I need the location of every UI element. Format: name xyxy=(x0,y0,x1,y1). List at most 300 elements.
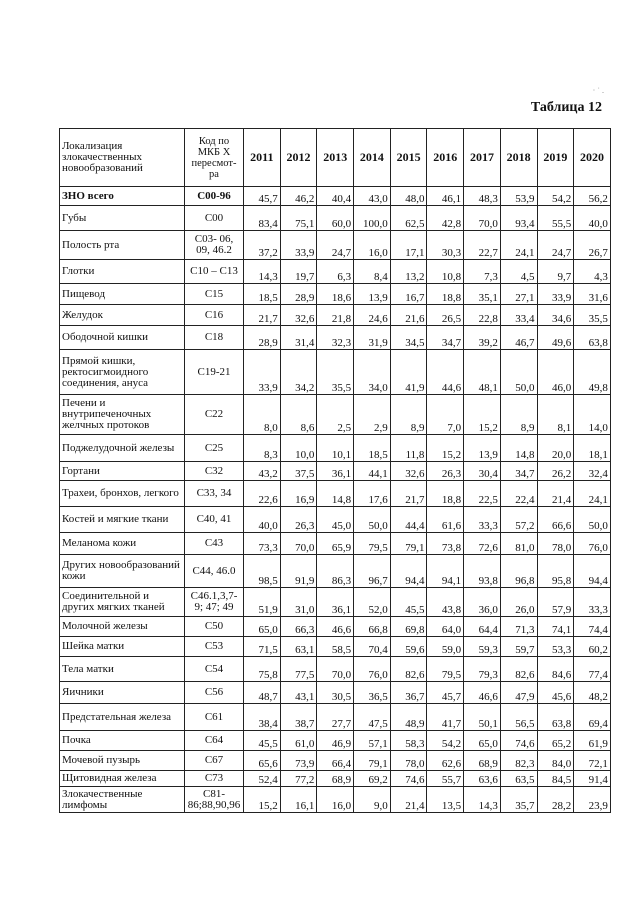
icd-code-cell: С61 xyxy=(185,704,244,731)
table-row xyxy=(60,326,611,350)
value-cell: 63,8 xyxy=(574,326,611,350)
value-cell: 10,0 xyxy=(280,435,317,462)
scan-specks: · ˙ . xyxy=(592,86,604,95)
value-cell: 16,7 xyxy=(390,284,427,305)
value-cell: 48,0 xyxy=(390,187,427,206)
value-cell: 48,1 xyxy=(464,350,501,395)
value-cell: 79,3 xyxy=(464,657,501,682)
value-cell: 83,4 xyxy=(244,206,281,231)
value-cell: 48,3 xyxy=(464,187,501,206)
icd-code-cell: С18 xyxy=(185,326,244,350)
value-cell: 14,3 xyxy=(244,260,281,284)
value-cell: 13,5 xyxy=(427,787,464,813)
value-cell: 16,1 xyxy=(280,787,317,813)
value-cell: 57,1 xyxy=(354,731,391,751)
value-cell: 64,0 xyxy=(427,617,464,637)
value-cell: 52,0 xyxy=(354,588,391,617)
value-cell: 79,1 xyxy=(354,751,391,771)
value-cell: 79,1 xyxy=(390,533,427,555)
value-cell: 8,0 xyxy=(244,395,281,435)
header-year: 2019 xyxy=(537,129,574,187)
value-cell: 94,1 xyxy=(427,555,464,588)
header-icd-code: Код по МКБ X пересмот-ра xyxy=(185,129,244,187)
value-cell: 43,8 xyxy=(427,588,464,617)
value-cell: 2,5 xyxy=(317,395,354,435)
value-cell: 35,5 xyxy=(317,350,354,395)
value-cell: 58,3 xyxy=(390,731,427,751)
value-cell: 40,0 xyxy=(574,206,611,231)
table-row xyxy=(60,771,611,787)
value-cell: 48,2 xyxy=(574,682,611,704)
value-cell: 33,4 xyxy=(500,305,537,326)
icd-code-cell: С33, 34 xyxy=(185,481,244,507)
value-cell: 33,3 xyxy=(574,588,611,617)
value-cell: 50,0 xyxy=(354,507,391,533)
value-cell: 43,2 xyxy=(244,462,281,481)
value-cell: 53,9 xyxy=(500,187,537,206)
value-cell: 58,5 xyxy=(317,637,354,657)
value-cell: 95,8 xyxy=(537,555,574,588)
value-cell: 36,0 xyxy=(464,588,501,617)
value-cell: 59,6 xyxy=(390,637,427,657)
value-cell: 48,7 xyxy=(244,682,281,704)
value-cell: 13,9 xyxy=(354,284,391,305)
value-cell: 22,8 xyxy=(464,305,501,326)
value-cell: 34,0 xyxy=(354,350,391,395)
value-cell: 46,7 xyxy=(500,326,537,350)
value-cell: 77,5 xyxy=(280,657,317,682)
value-cell: 78,0 xyxy=(390,751,427,771)
value-cell: 61,9 xyxy=(574,731,611,751)
localization-cell: Мочевой пузырь xyxy=(60,751,185,771)
table-row xyxy=(60,435,611,462)
localization-cell: Костей и мягкие ткани xyxy=(60,507,185,533)
icd-code-cell: С19-21 xyxy=(185,350,244,395)
value-cell: 63,1 xyxy=(280,637,317,657)
value-cell: 22,5 xyxy=(464,481,501,507)
value-cell: 68,9 xyxy=(317,771,354,787)
value-cell: 14,3 xyxy=(464,787,501,813)
value-cell: 82,3 xyxy=(500,751,537,771)
value-cell: 21,8 xyxy=(317,305,354,326)
value-cell: 31,6 xyxy=(574,284,611,305)
value-cell: 21,6 xyxy=(390,305,427,326)
value-cell: 33,9 xyxy=(244,350,281,395)
value-cell: 98,5 xyxy=(244,555,281,588)
value-cell: 34,6 xyxy=(537,305,574,326)
value-cell: 65,0 xyxy=(464,731,501,751)
value-cell: 33,3 xyxy=(464,507,501,533)
localization-cell: Почка xyxy=(60,731,185,751)
table-row xyxy=(60,206,611,231)
localization-cell: Соединительной и других мягких тканей xyxy=(60,588,185,617)
icd-code-cell: С50 xyxy=(185,617,244,637)
icd-code-cell: С22 xyxy=(185,395,244,435)
table-row xyxy=(60,481,611,507)
table-body xyxy=(60,187,611,813)
value-cell: 26,7 xyxy=(574,231,611,260)
value-cell: 27,1 xyxy=(500,284,537,305)
table-row xyxy=(60,507,611,533)
value-cell: 18,6 xyxy=(317,284,354,305)
value-cell: 6,3 xyxy=(317,260,354,284)
localization-cell: Желудок xyxy=(60,305,185,326)
value-cell: 28,9 xyxy=(280,284,317,305)
value-cell: 69,2 xyxy=(354,771,391,787)
value-cell: 36,5 xyxy=(354,682,391,704)
value-cell: 13,9 xyxy=(464,435,501,462)
localization-cell: Щитовидная железа xyxy=(60,771,185,787)
value-cell: 43,0 xyxy=(354,187,391,206)
value-cell: 9,0 xyxy=(354,787,391,813)
value-cell: 73,9 xyxy=(280,751,317,771)
value-cell: 63,6 xyxy=(464,771,501,787)
icd-code-cell: С46.1,3,7-9; 47; 49 xyxy=(185,588,244,617)
header-year: 2012 xyxy=(280,129,317,187)
value-cell: 74,1 xyxy=(537,617,574,637)
value-cell: 46,1 xyxy=(427,187,464,206)
value-cell: 45,0 xyxy=(317,507,354,533)
header-year: 2017 xyxy=(464,129,501,187)
value-cell: 60,0 xyxy=(317,206,354,231)
value-cell: 50,0 xyxy=(574,507,611,533)
localization-cell: Печени и внутрипеченочных желчных протоков xyxy=(60,395,185,435)
table-caption: Таблица 12 xyxy=(530,100,602,115)
localization-cell: Полость рта xyxy=(60,231,185,260)
value-cell: 32,3 xyxy=(317,326,354,350)
value-cell: 61,0 xyxy=(280,731,317,751)
value-cell: 64,4 xyxy=(464,617,501,637)
localization-cell: Шейка матки xyxy=(60,637,185,657)
value-cell: 79,5 xyxy=(427,657,464,682)
value-cell: 37,2 xyxy=(244,231,281,260)
value-cell: 45,7 xyxy=(427,682,464,704)
table-row xyxy=(60,395,611,435)
table-row xyxy=(60,657,611,682)
value-cell: 70,0 xyxy=(317,657,354,682)
value-cell: 74,6 xyxy=(500,731,537,751)
value-cell: 55,7 xyxy=(427,771,464,787)
value-cell: 50,0 xyxy=(500,350,537,395)
value-cell: 94,4 xyxy=(390,555,427,588)
value-cell: 32,6 xyxy=(280,305,317,326)
value-cell: 28,2 xyxy=(537,787,574,813)
value-cell: 8,4 xyxy=(354,260,391,284)
value-cell: 79,5 xyxy=(354,533,391,555)
icd-code-cell: С00 xyxy=(185,206,244,231)
table-row xyxy=(60,231,611,260)
localization-cell: Других новообразований кожи xyxy=(60,555,185,588)
value-cell: 14,8 xyxy=(317,481,354,507)
value-cell: 21,7 xyxy=(244,305,281,326)
value-cell: 23,9 xyxy=(574,787,611,813)
icd-code-cell: С40, 41 xyxy=(185,507,244,533)
header-year: 2020 xyxy=(574,129,611,187)
icd-code-cell: С44, 46.0 xyxy=(185,555,244,588)
value-cell: 18,8 xyxy=(427,481,464,507)
value-cell: 22,4 xyxy=(500,481,537,507)
value-cell: 15,2 xyxy=(244,787,281,813)
localization-cell: Гортани xyxy=(60,462,185,481)
value-cell: 59,7 xyxy=(500,637,537,657)
value-cell: 60,2 xyxy=(574,637,611,657)
value-cell: 46,6 xyxy=(464,682,501,704)
localization-cell: Злокачественные лимфомы xyxy=(60,787,185,813)
value-cell: 14,8 xyxy=(500,435,537,462)
value-cell: 21,4 xyxy=(390,787,427,813)
icd-code-cell: С53 xyxy=(185,637,244,657)
icd-code-cell: С32 xyxy=(185,462,244,481)
value-cell: 26,3 xyxy=(280,507,317,533)
table-row xyxy=(60,787,611,813)
localization-cell: Яичники xyxy=(60,682,185,704)
localization-cell: Молочной железы xyxy=(60,617,185,637)
value-cell: 17,1 xyxy=(390,231,427,260)
value-cell: 73,3 xyxy=(244,533,281,555)
value-cell: 96,8 xyxy=(500,555,537,588)
localization-cell: Предстательная железа xyxy=(60,704,185,731)
localization-cell: ЗНО всего xyxy=(60,187,185,206)
value-cell: 44,1 xyxy=(354,462,391,481)
value-cell: 35,7 xyxy=(500,787,537,813)
value-cell: 24,7 xyxy=(317,231,354,260)
table-row xyxy=(60,533,611,555)
value-cell: 59,3 xyxy=(464,637,501,657)
value-cell: 45,7 xyxy=(244,187,281,206)
value-cell: 26,3 xyxy=(427,462,464,481)
value-cell: 65,0 xyxy=(244,617,281,637)
value-cell: 76,0 xyxy=(574,533,611,555)
table-row xyxy=(60,682,611,704)
value-cell: 24,6 xyxy=(354,305,391,326)
value-cell: 45,6 xyxy=(537,682,574,704)
value-cell: 33,9 xyxy=(537,284,574,305)
value-cell: 91,9 xyxy=(280,555,317,588)
value-cell: 34,7 xyxy=(500,462,537,481)
header-year: 2011 xyxy=(244,129,281,187)
value-cell: 41,9 xyxy=(390,350,427,395)
value-cell: 26,0 xyxy=(500,588,537,617)
value-cell: 7,0 xyxy=(427,395,464,435)
value-cell: 65,2 xyxy=(537,731,574,751)
value-cell: 27,7 xyxy=(317,704,354,731)
value-cell: 53,3 xyxy=(537,637,574,657)
value-cell: 4,5 xyxy=(500,260,537,284)
value-cell: 84,6 xyxy=(537,657,574,682)
value-cell: 96,7 xyxy=(354,555,391,588)
value-cell: 91,4 xyxy=(574,771,611,787)
value-cell: 4,3 xyxy=(574,260,611,284)
table-row xyxy=(60,731,611,751)
value-cell: 7,3 xyxy=(464,260,501,284)
value-cell: 32,6 xyxy=(390,462,427,481)
table-row xyxy=(60,187,611,206)
value-cell: 47,5 xyxy=(354,704,391,731)
value-cell: 82,6 xyxy=(500,657,537,682)
value-cell: 46,6 xyxy=(317,617,354,637)
value-cell: 49,6 xyxy=(537,326,574,350)
value-cell: 84,0 xyxy=(537,751,574,771)
value-cell: 50,1 xyxy=(464,704,501,731)
header-year: 2018 xyxy=(500,129,537,187)
value-cell: 40,4 xyxy=(317,187,354,206)
value-cell: 46,2 xyxy=(280,187,317,206)
value-cell: 54,2 xyxy=(427,731,464,751)
value-cell: 13,2 xyxy=(390,260,427,284)
value-cell: 33,9 xyxy=(280,231,317,260)
value-cell: 57,9 xyxy=(537,588,574,617)
value-cell: 56,2 xyxy=(574,187,611,206)
table-row xyxy=(60,260,611,284)
value-cell: 16,0 xyxy=(354,231,391,260)
value-cell: 45,5 xyxy=(390,588,427,617)
value-cell: 55,5 xyxy=(537,206,574,231)
icd-code-cell: С15 xyxy=(185,284,244,305)
icd-code-cell: С54 xyxy=(185,657,244,682)
value-cell: 81,0 xyxy=(500,533,537,555)
value-cell: 75,1 xyxy=(280,206,317,231)
value-cell: 26,2 xyxy=(537,462,574,481)
icd-code-cell: С67 xyxy=(185,751,244,771)
localization-cell: Трахеи, бронхов, легкого xyxy=(60,481,185,507)
header-year: 2014 xyxy=(354,129,391,187)
value-cell: 74,6 xyxy=(390,771,427,787)
value-cell: 40,0 xyxy=(244,507,281,533)
value-cell: 41,7 xyxy=(427,704,464,731)
survival-table xyxy=(59,128,611,813)
value-cell: 32,4 xyxy=(574,462,611,481)
value-cell: 71,5 xyxy=(244,637,281,657)
value-cell: 30,5 xyxy=(317,682,354,704)
value-cell: 8,6 xyxy=(280,395,317,435)
localization-cell: Ободочной кишки xyxy=(60,326,185,350)
icd-code-cell: С16 xyxy=(185,305,244,326)
localization-cell: Пищевод xyxy=(60,284,185,305)
value-cell: 59,0 xyxy=(427,637,464,657)
value-cell: 56,5 xyxy=(500,704,537,731)
value-cell: 42,8 xyxy=(427,206,464,231)
value-cell: 48,9 xyxy=(390,704,427,731)
value-cell: 46,9 xyxy=(317,731,354,751)
value-cell: 93,4 xyxy=(500,206,537,231)
value-cell: 44,6 xyxy=(427,350,464,395)
value-cell: 44,4 xyxy=(390,507,427,533)
value-cell: 19,7 xyxy=(280,260,317,284)
localization-cell: Губы xyxy=(60,206,185,231)
value-cell: 34,2 xyxy=(280,350,317,395)
value-cell: 21,7 xyxy=(390,481,427,507)
value-cell: 93,8 xyxy=(464,555,501,588)
value-cell: 84,5 xyxy=(537,771,574,787)
value-cell: 10,8 xyxy=(427,260,464,284)
value-cell: 10,1 xyxy=(317,435,354,462)
value-cell: 28,9 xyxy=(244,326,281,350)
value-cell: 22,7 xyxy=(464,231,501,260)
value-cell: 34,5 xyxy=(390,326,427,350)
header-year: 2013 xyxy=(317,129,354,187)
value-cell: 63,8 xyxy=(537,704,574,731)
table-row xyxy=(60,637,611,657)
icd-code-cell: С73 xyxy=(185,771,244,787)
icd-code-cell: С56 xyxy=(185,682,244,704)
value-cell: 45,5 xyxy=(244,731,281,751)
value-cell: 68,9 xyxy=(464,751,501,771)
value-cell: 100,0 xyxy=(354,206,391,231)
value-cell: 30,4 xyxy=(464,462,501,481)
value-cell: 75,8 xyxy=(244,657,281,682)
value-cell: 65,9 xyxy=(317,533,354,555)
value-cell: 18,8 xyxy=(427,284,464,305)
value-cell: 76,0 xyxy=(354,657,391,682)
value-cell: 34,7 xyxy=(427,326,464,350)
icd-code-cell: С43 xyxy=(185,533,244,555)
value-cell: 65,6 xyxy=(244,751,281,771)
icd-code-cell: С10 – С13 xyxy=(185,260,244,284)
value-cell: 35,5 xyxy=(574,305,611,326)
value-cell: 66,8 xyxy=(354,617,391,637)
table-row xyxy=(60,462,611,481)
value-cell: 38,4 xyxy=(244,704,281,731)
value-cell: 69,8 xyxy=(390,617,427,637)
localization-cell: Прямой кишки, ректосигмоидного соединения, ануса xyxy=(60,350,185,395)
value-cell: 38,7 xyxy=(280,704,317,731)
value-cell: 57,2 xyxy=(500,507,537,533)
value-cell: 20,0 xyxy=(537,435,574,462)
value-cell: 70,0 xyxy=(464,206,501,231)
value-cell: 31,0 xyxy=(280,588,317,617)
value-cell: 47,9 xyxy=(500,682,537,704)
value-cell: 24,1 xyxy=(500,231,537,260)
table-header-row xyxy=(60,129,611,187)
value-cell: 70,4 xyxy=(354,637,391,657)
table-row xyxy=(60,555,611,588)
value-cell: 31,4 xyxy=(280,326,317,350)
value-cell: 86,3 xyxy=(317,555,354,588)
value-cell: 78,0 xyxy=(537,533,574,555)
icd-code-cell: С64 xyxy=(185,731,244,751)
value-cell: 35,1 xyxy=(464,284,501,305)
table-row xyxy=(60,588,611,617)
value-cell: 46,0 xyxy=(537,350,574,395)
value-cell: 51,9 xyxy=(244,588,281,617)
value-cell: 26,5 xyxy=(427,305,464,326)
value-cell: 61,6 xyxy=(427,507,464,533)
localization-cell: Меланома кожи xyxy=(60,533,185,555)
value-cell: 77,4 xyxy=(574,657,611,682)
value-cell: 63,5 xyxy=(500,771,537,787)
localization-cell: Поджелудочной железы xyxy=(60,435,185,462)
value-cell: 54,2 xyxy=(537,187,574,206)
value-cell: 77,2 xyxy=(280,771,317,787)
table-row xyxy=(60,284,611,305)
value-cell: 11,8 xyxy=(390,435,427,462)
value-cell: 2,9 xyxy=(354,395,391,435)
header-year: 2015 xyxy=(390,129,427,187)
table-row xyxy=(60,305,611,326)
value-cell: 22,6 xyxy=(244,481,281,507)
value-cell: 94,4 xyxy=(574,555,611,588)
value-cell: 8,1 xyxy=(537,395,574,435)
icd-code-cell: С00-96 xyxy=(185,187,244,206)
value-cell: 52,4 xyxy=(244,771,281,787)
value-cell: 31,9 xyxy=(354,326,391,350)
value-cell: 8,9 xyxy=(390,395,427,435)
value-cell: 66,6 xyxy=(537,507,574,533)
value-cell: 15,2 xyxy=(464,395,501,435)
value-cell: 74,4 xyxy=(574,617,611,637)
value-cell: 18,5 xyxy=(244,284,281,305)
value-cell: 69,4 xyxy=(574,704,611,731)
